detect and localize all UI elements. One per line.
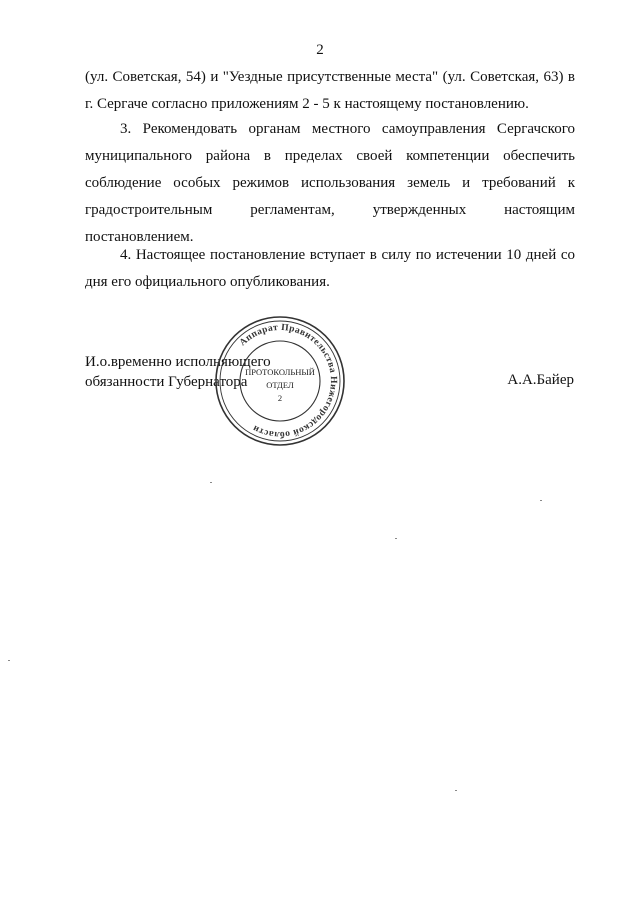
paragraph-text: (ул. Советская, 54) и "Уездные присутственные места" (ул. Советская, 63) в г. Сергаче согласно приложениям 2 - 5 к настоящему постановлению. (85, 69, 575, 112)
page-number: 2 (316, 42, 324, 58)
scan-speck (455, 790, 457, 791)
official-stamp (212, 313, 348, 449)
paragraph-recommendation (85, 116, 575, 251)
paragraph-effective-date (85, 242, 575, 296)
scan-speck (395, 538, 397, 539)
signatory-name: А.А.Байер (507, 372, 574, 388)
stamp-center-line-1: ПРОТОКОЛЬНЫЙ (245, 367, 315, 377)
scan-speck (8, 660, 10, 661)
paragraph-continuation (85, 64, 575, 118)
scan-speck (210, 482, 212, 483)
paragraph-text: 3. Рекомендовать органам местного самоуправления Сергачского муниципального района в пределах своей компетенции обеспечить соблюдение особых режимов использования земель и требований к градостроительным регламентам, утвержденных настоящим постановлением. (85, 121, 575, 245)
stamp-center-line-2: ОТДЕЛ (266, 380, 294, 390)
scan-speck (540, 500, 542, 501)
stamp-ring-text: Аппарат Правительства Нижегородской области (237, 322, 339, 440)
signatory-title-line-1: И.о.временно исполняющего (85, 354, 271, 370)
stamp-center-line-3: 2 (277, 393, 283, 403)
signatory-title-line-2: обязанности Губернатора (85, 374, 248, 390)
paragraph-text: 4. Настоящее постановление вступает в силу по истечении 10 дней со дня его официального опубликования. (85, 247, 575, 290)
